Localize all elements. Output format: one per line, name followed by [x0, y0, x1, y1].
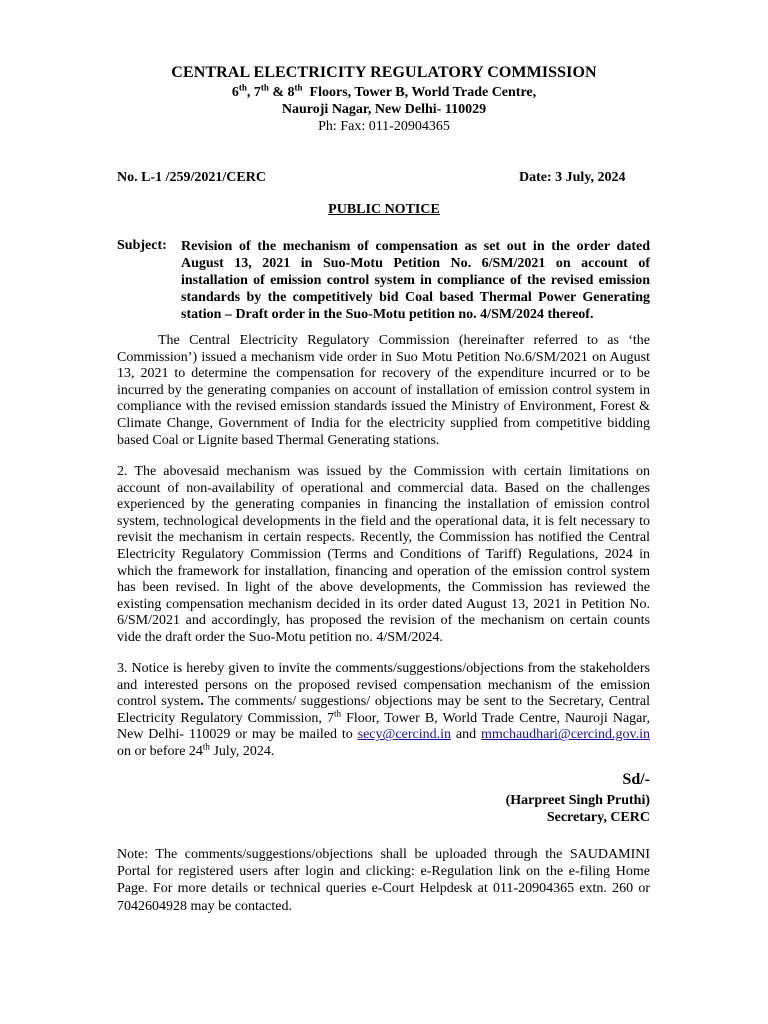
paragraph-1: The Central Electricity Regulatory Commission (hereinafter referred to as ‘the Commission’) issued a mechanism vide order in Suo Motu Petition No.6/SM/2021 on August 13, 2021 to determine the compensation for recovery of the expenditure incurred or to be incurred by the generating companies on account of installation of emission control system in compliance with the revised emission standards issued the Ministry of Environment, Forest & Climate Change, Government of India for the electricity supplied from competitive bidding based Coal or Lignite based Thermal Generating stations.: [117, 333, 650, 448]
signatory-name: (Harpreet Singh Pruthi): [505, 793, 650, 808]
address-line-2: Nauroji Nagar, New Delhi- 110029: [281, 102, 487, 117]
p3-part-5: July, 2024.: [209, 743, 275, 759]
signature-sd: Sd/-: [622, 771, 650, 788]
floor-8-sup: th: [294, 82, 303, 93]
p3-sup-1: th: [334, 708, 342, 719]
p3-part-3: Floor, Tower B, World Trade Centre, Nauroji Nagar, New Delhi- 110029 or may be mailed to: [117, 710, 650, 743]
p3-part-1: 3. Notice is hereby given to invite the comments/suggestions/objections from the stakeholders and interested persons on the proposed revised compensation mechanism of the emission control system: [117, 661, 650, 710]
p3-and: and: [450, 727, 481, 743]
address-line-1-rest: Floors, Tower B, World Trade Centre,: [309, 85, 537, 100]
reference-number: No. L-1 /259/2021/CERC: [117, 170, 266, 185]
subject-text: Revision of the mechanism of compensation as set out in the order dated August 13, 2021 in Suo-Motu Petition No. 6/SM/2021 on account of installation of emission control system in compliance of the revised emission standards by the competitively bid Coal based Thermal Power Generating station – Draft order in the Suo-Motu petition no. 4/SM/2024 thereof.: [181, 239, 650, 322]
address-line-1: 6th, 7th & 8th Floors, Tower B, World Trade Centre,: [231, 82, 537, 100]
signatory-designation: Secretary, CERC: [546, 810, 650, 825]
floor-8: 8: [287, 85, 295, 100]
email-link-secy[interactable]: secy@cercind.in: [357, 727, 451, 743]
subject-label: Subject:: [117, 238, 167, 253]
floor-7: 7: [253, 85, 261, 100]
p3-sup-2: th: [202, 741, 210, 752]
floor-6-sup: th: [238, 82, 247, 93]
phone-fax: Ph: Fax: 011-20904365: [318, 119, 450, 134]
note-paragraph: Note: The comments/suggestions/objections shall be uploaded through the SAUDAMINI Portal for registered users after login and clicking: e-Regulation link on the e-filing Home Page. For more details or technical queries e-Court Helpdesk at 011-20904365 extn. 260 or 7042604928 may be contacted.: [117, 847, 650, 914]
floor-7-sup: th: [260, 82, 269, 93]
p3-bold-period: .: [200, 694, 204, 710]
paragraph-3: [117, 661, 650, 761]
floor-6: 6: [231, 85, 239, 100]
org-title: CENTRAL ELECTRICITY REGULATORY COMMISSION: [171, 64, 597, 81]
notice-date: Date: 3 July, 2024: [519, 170, 626, 185]
p3-part-2: The comments/ suggestions/ objections may be sent to the Secretary, Central Electricity Regulatory Commission, 7: [117, 694, 650, 726]
notice-heading: PUBLIC NOTICE: [328, 202, 440, 217]
paragraph-2: 2. The abovesaid mechanism was issued by the Commission with certain limitations on account of non-availability of operational and commercial data. Based on the challenges experienced by the generating companies in financing the installation of emission control system, technological developments in the field and the operational data, it is felt necessary to revisit the mechanism in certain respects. Recently, the Commission has notified the Central Electricity Regulatory Commission (Terms and Conditions of Tariff) Regulations, 2024 in which the framework for installation, financing and operation of the emission control system has been revised. In light of the above developments, the Commission has reviewed the existing compensation mechanism decided in its order dated August 13, 2021 in Petition No. 6/SM/2021 and accordingly, has proposed the revision of the mechanism on certain counts vide the draft order the Suo-Motu petition no. 4/SM/2024.: [117, 464, 650, 645]
email-link-mmchaudhari[interactable]: mmchaudhari@cercind.gov.in: [480, 727, 650, 743]
p3-part-4: on or before 24: [117, 743, 203, 759]
